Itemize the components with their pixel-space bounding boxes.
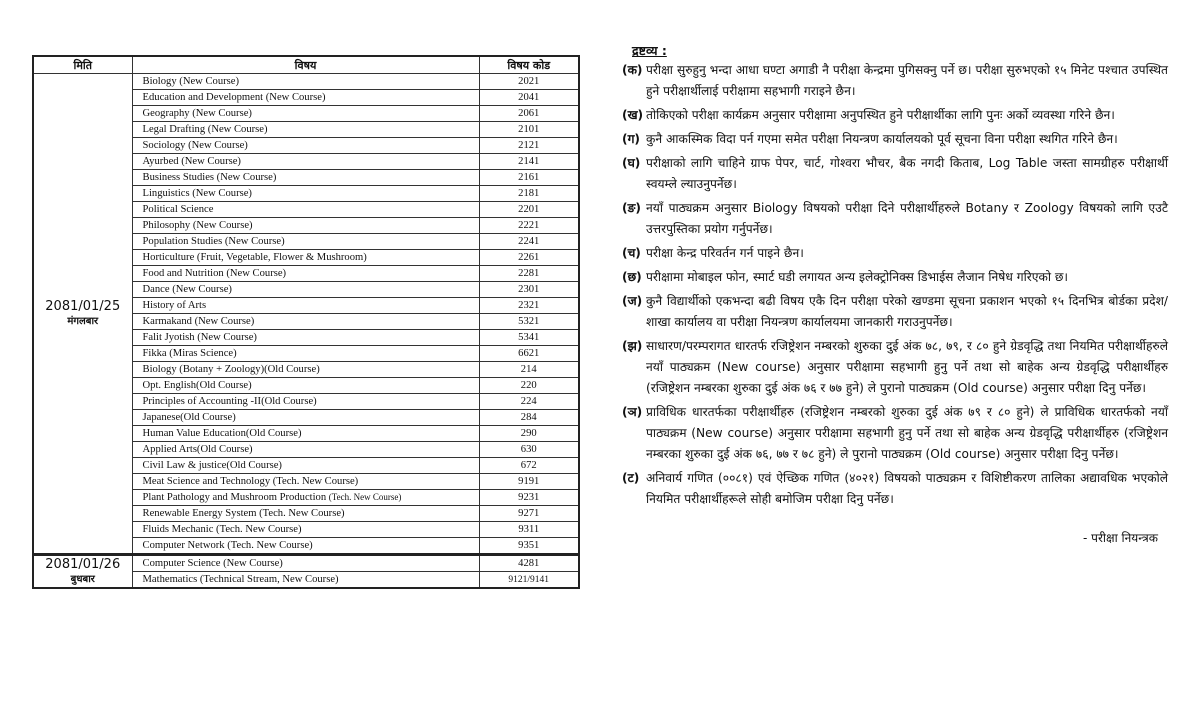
subject-code: 2121: [479, 138, 579, 154]
note-item: [622, 243, 1168, 264]
subject-cell: [132, 474, 479, 490]
subject-code: 630: [479, 442, 579, 458]
subject-code: 9351: [479, 538, 579, 555]
signature: - परीक्षा नियन्त्रक: [1083, 531, 1158, 545]
note-text: तोकिएको परीक्षा कार्यक्रम अनुसार परीक्षामा अनुपस्थित हुने परीक्षार्थीका लागि पुनः अर्को व्यवस्था गरिने छैन।: [646, 108, 1115, 122]
note-item: [622, 129, 1168, 150]
subject-cell: [132, 490, 479, 506]
subject-code: 9271: [479, 506, 579, 522]
subject-code: 6621: [479, 346, 579, 362]
subject-name: Philosophy (New Course): [142, 219, 253, 231]
subject-suffix: (Tech. New Course): [328, 492, 402, 502]
exam-date: 2081/01/26: [45, 557, 121, 572]
subject-cell: [132, 218, 479, 234]
subject-code: 2201: [479, 202, 579, 218]
subject-name: Dance (New Course): [142, 283, 232, 295]
note-text: परीक्षा सुरुहुनु भन्दा आधा घण्टा अगाडी नै परीक्षा केन्द्रमा पुगिसक्नु पर्ने छ। परीक्षा सुरुभएको १५ मिनेट पश्चात उपस्थित हुने परीक्षार्थीलाई परीक्षामा सहभागी गराइने छैन।: [646, 63, 1168, 98]
date-cell: [33, 555, 132, 589]
subject-code: 2181: [479, 186, 579, 202]
subject-code: 214: [479, 362, 579, 378]
subject-cell: [132, 506, 479, 522]
note-marker: (छ): [622, 270, 642, 284]
note-text: प्राविधिक धारतर्फका परीक्षार्थीहरु (रजिष्ट्रेशन नम्बरको शुरुका दुई अंक ७९ र ८० हुने) ले प्राविधिक धारतर्फको नयाँ पाठ्यक्रम (New course) अनुसार परीक्षामा सहभागी हुनु पर्ने तथा सो बाहेक अन्य ग्रेडवृद्धि परीक्षार्थीहरु (रजिष्ट्रेशन नम्बरका शुरुका दुई अंक ७६, ७७ र ७८ हुने) ले पुरानो पाठ्यक्रम (Old course) अनुसार परीक्षा दिनु पर्नेछ।: [646, 405, 1168, 461]
subject-code: 2281: [479, 266, 579, 282]
subject-cell: [132, 154, 479, 170]
subject-name: Mathematics (Technical Stream, New Course): [142, 573, 339, 585]
note-text: परीक्षामा मोबाइल फोन, स्मार्ट घडी लगायत अन्य इलेक्ट्रोनिक्स डिभाईस लैजान निषेध गरिएको छ।: [646, 270, 1069, 284]
subject-cell: [132, 555, 479, 572]
subject-name: Ayurbed (New Course): [142, 155, 241, 167]
subject-code: 2161: [479, 170, 579, 186]
note-item: [622, 267, 1168, 288]
note-item: [622, 468, 1168, 510]
subject-code: 290: [479, 426, 579, 442]
note-marker: (ग): [622, 132, 641, 146]
subject-code: 2141: [479, 154, 579, 170]
subject-name: Business Studies (New Course): [142, 171, 277, 183]
note-text: नयाँ पाठ्यक्रम अनुसार Biology विषयको परीक्षा दिने परीक्षार्थीहरुले Botany र Zoology विषयको लागि एउटै उत्तरपुस्तिका प्रयोग गर्नुपर्नेछ।: [646, 201, 1168, 236]
subject-code: 9231: [479, 490, 579, 506]
subject-code: 2321: [479, 298, 579, 314]
subject-name: History of Arts: [142, 299, 207, 311]
subject-code: 9121/9141: [479, 572, 579, 589]
subject-code: 5321: [479, 314, 579, 330]
notes-section: [622, 42, 1168, 549]
subject-name: Computer Network (Tech. New Course): [142, 539, 313, 551]
subject-cell: [132, 572, 479, 589]
subject-cell: [132, 394, 479, 410]
exam-weekday: बुधबार: [70, 574, 95, 585]
subject-name: Falit Jyotish (New Course): [142, 331, 257, 343]
subject-cell: [132, 410, 479, 426]
subject-name: Linguistics (New Course): [142, 187, 252, 199]
subject-code: 2261: [479, 250, 579, 266]
subject-code: 2301: [479, 282, 579, 298]
notes-heading: द्रष्टव्य :: [632, 43, 667, 58]
note-item: [622, 336, 1168, 399]
subject-name: Principles of Accounting -II(Old Course): [142, 395, 317, 407]
subject-name: Karmakand (New Course): [142, 315, 255, 327]
table-body: [33, 74, 579, 589]
subject-name: Civil Law & justice(Old Course): [142, 459, 282, 471]
subject-name: Fluids Mechanic (Tech. New Course): [142, 523, 302, 535]
subject-code: 4281: [479, 555, 579, 572]
subject-code: 220: [479, 378, 579, 394]
note-item: [622, 291, 1168, 333]
subject-cell: [132, 234, 479, 250]
subject-cell: [132, 378, 479, 394]
subject-name: Human Value Education(Old Course): [142, 427, 302, 439]
subject-name: Opt. English(Old Course): [142, 379, 252, 391]
subject-cell: [132, 362, 479, 378]
subject-name: Geography (New Course): [142, 107, 252, 119]
subject-code: 2041: [479, 90, 579, 106]
subject-code: 224: [479, 394, 579, 410]
note-item: [622, 105, 1168, 126]
exam-weekday: मंगलबार: [67, 316, 99, 327]
subject-code: 2221: [479, 218, 579, 234]
subject-cell: [132, 314, 479, 330]
subject-cell: [132, 298, 479, 314]
subject-cell: [132, 74, 479, 90]
subject-name: Computer Science (New Course): [142, 557, 283, 569]
subject-code: 2061: [479, 106, 579, 122]
subject-cell: [132, 90, 479, 106]
subject-cell: [132, 202, 479, 218]
subject-name: Meat Science and Technology (Tech. New Course): [142, 475, 359, 487]
note-marker: (ख): [622, 108, 644, 122]
note-marker: (क): [622, 63, 643, 77]
note-text: परीक्षाको लागि चाहिने ग्राफ पेपर, चार्ट, गोश्वरा भौचर, बैक नगदी किताब, Log Table जस्ता सामग्रीहरु परीक्षार्थी स्वयम्ले ल्याउनुपर्नेछ।: [646, 156, 1168, 191]
subject-code: 9191: [479, 474, 579, 490]
note-marker: (ञ): [622, 405, 643, 419]
subject-name: Population Studies (New Course): [142, 235, 285, 247]
subject-code: 672: [479, 458, 579, 474]
subject-name: Applied Arts(Old Course): [142, 443, 253, 455]
subject-name: Food and Nutrition (New Course): [142, 267, 287, 279]
header-subject: विषय: [132, 56, 479, 74]
note-marker: (झ): [622, 339, 643, 353]
subject-cell: [132, 282, 479, 298]
note-marker: (घ): [622, 156, 641, 170]
subject-cell: [132, 170, 479, 186]
subject-cell: [132, 330, 479, 346]
subject-cell: [132, 538, 479, 555]
subject-name: Renewable Energy System (Tech. New Course): [142, 507, 345, 519]
subject-name: Sociology (New Course): [142, 139, 248, 151]
subject-cell: [132, 266, 479, 282]
header-code: विषय कोड: [479, 56, 579, 74]
subject-cell: [132, 122, 479, 138]
subject-cell: [132, 522, 479, 538]
subject-cell: [132, 426, 479, 442]
note-marker: (च): [622, 246, 641, 260]
subject-cell: [132, 458, 479, 474]
table-row: [33, 555, 579, 572]
subject-code: 9311: [479, 522, 579, 538]
subject-name: Education and Development (New Course): [142, 91, 326, 103]
subject-code: 2241: [479, 234, 579, 250]
date-cell: [33, 74, 132, 555]
subject-name: Plant Pathology and Mushroom Production: [142, 492, 327, 503]
subject-cell: [132, 442, 479, 458]
note-marker: (ट): [622, 471, 640, 485]
exam-date: 2081/01/25: [45, 299, 121, 314]
note-item: [622, 402, 1168, 465]
subject-name: Japanese(Old Course): [142, 411, 236, 423]
table-header-row: [33, 56, 579, 74]
subject-name: Legal Drafting (New Course): [142, 123, 268, 135]
note-item: [622, 153, 1168, 195]
subject-code: 2101: [479, 122, 579, 138]
subject-name: Fikka (Miras Science): [142, 347, 237, 359]
note-marker: (ङ): [622, 201, 641, 215]
subject-code: 2021: [479, 74, 579, 90]
note-text: अनिवार्य गणित (००८१) एवं ऐच्छिक गणित (४०२१) विषयको पाठ्यक्रम र विशिष्टीकरण तालिका अद्यावधिक भएकोले नियमित परीक्षार्थीहरूले सोही बमोजिम परीक्षा दिनु पर्नेछ।: [646, 471, 1168, 506]
subject-name: Horticulture (Fruit, Vegetable, Flower & Mushroom): [142, 251, 367, 263]
subject-code: 5341: [479, 330, 579, 346]
header-date: मिति: [33, 56, 132, 74]
note-text: परीक्षा केन्द्र परिवर्तन गर्न पाइने छैन।: [646, 246, 804, 260]
exam-schedule-table-container: [32, 55, 578, 589]
note-text: कुनै विद्यार्थीको एकभन्दा बढी विषय एकै दिन परीक्षा परेको खण्डमा सूचना प्रकाशन भएको १५ दिनभित्र बोर्डका प्रदेश/शाखा कार्यालय वा परीक्षा नियन्त्रण कार्यालयमा जानकारी गराउनुपर्नेछ।: [646, 294, 1168, 329]
subject-code: 284: [479, 410, 579, 426]
notes-list: [622, 60, 1168, 510]
subject-name: Political Science: [142, 203, 214, 215]
note-text: कुनै आकस्मिक विदा पर्न गएमा समेत परीक्षा नियन्त्रण कार्यालयको पूर्व सूचना विना परीक्षा स्थगित गरिने छैन।: [646, 132, 1118, 146]
subject-cell: [132, 138, 479, 154]
exam-schedule-table: [32, 55, 580, 589]
note-item: [622, 60, 1168, 102]
subject-cell: [132, 250, 479, 266]
subject-name: Biology (Botany + Zoology)(Old Course): [142, 363, 320, 375]
note-item: [622, 198, 1168, 240]
note-marker: (ज): [622, 294, 643, 308]
note-text: साधारण/परम्परागत धारतर्फ रजिष्ट्रेशन नम्बरको शुरुका दुई अंक ७८, ७९, र ८० हुने ग्रेडवृद्धि तथा नियमित परीक्षार्थीहरुले नयाँ पाठ्यक्रम (New course) अनुसार परीक्षामा सहभागी हुनु पर्ने तथा सो बाहेक अन्य ग्रेडवृद्धि परीक्षार्थीहरु (रजिष्ट्रेशन नम्बरका शुरुका दुई अंक ७६ र ७७ हुने) ले पुरानो पाठ्यक्रम (Old course) अनुसार परीक्षा दिनु पर्नेछ।: [646, 339, 1168, 395]
subject-cell: [132, 186, 479, 202]
table-row: [33, 74, 579, 90]
subject-name: Biology (New Course): [142, 75, 240, 87]
subject-cell: [132, 106, 479, 122]
subject-cell: [132, 346, 479, 362]
